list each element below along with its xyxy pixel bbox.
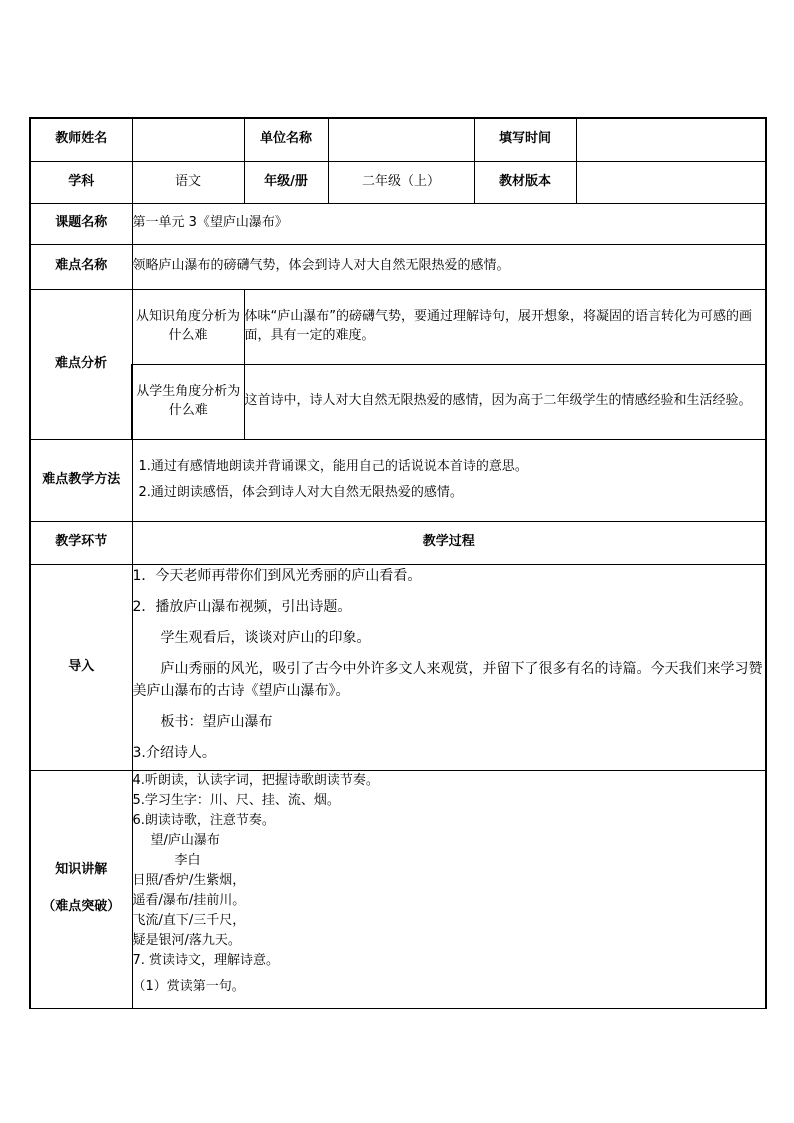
- subject-label: 学科: [30, 161, 132, 203]
- unit-name-value[interactable]: [328, 118, 474, 161]
- analysis-row-student: [30, 364, 766, 439]
- header-row-2: [30, 161, 766, 203]
- edition-label: 教材版本: [474, 161, 576, 203]
- knowledge-label-line: 知识讲解: [55, 862, 108, 878]
- topic-label: 课题名称: [30, 203, 132, 244]
- knowledge-angle-text[interactable]: 体味“庐山瀑布”的磅礴气势，要通过理解诗句，展开想象，将凝固的语言转化为可感的画面，具有一定的难度。: [244, 289, 766, 364]
- intro-line: 板书：望庐山瀑布: [160, 713, 273, 730]
- subject-value[interactable]: 语文: [132, 161, 244, 203]
- intro-line: 1．今天老师再带你们到风光秀丽的庐山看看。: [132, 567, 422, 584]
- difficulty-label: 难点名称: [30, 244, 132, 289]
- method-row: [30, 439, 766, 521]
- poem-line: 遥看/瀑布/挂前川。: [132, 892, 246, 908]
- knowledge-label-line: （难点突破）: [42, 899, 121, 914]
- knowledge-line: 6.朗读诗歌，注意节奏。: [132, 812, 275, 828]
- poem-title: 望/庐山瀑布: [150, 832, 220, 848]
- knowledge-angle-label: 从知识角度分析为什么难: [132, 289, 244, 364]
- poem-line: 日照/香炉/生紫烟，: [132, 872, 246, 888]
- method-line: 1.通过有感情地朗读并背诵课文，能用自己的话说说本首诗的意思。: [138, 459, 528, 474]
- unit-name-label: 单位名称: [244, 118, 328, 161]
- knowledge-label: [30, 770, 132, 1008]
- difficulty-value[interactable]: 领略庐山瀑布的磅礴气势，体会到诗人对大自然无限热爱的感情。: [132, 244, 766, 289]
- method-label: 难点教学方法: [30, 439, 132, 521]
- process-header: 教学过程: [132, 521, 766, 564]
- header-row-1: [30, 118, 766, 161]
- knowledge-line: （1）赏读第一句。: [132, 978, 245, 994]
- poem-line: 疑是银河/落九天。: [132, 932, 241, 948]
- stage-header: 教学环节: [30, 521, 132, 564]
- intro-label: 导入: [30, 564, 132, 770]
- fill-time-label: 填写时间: [474, 118, 576, 161]
- teacher-name-value[interactable]: [132, 118, 244, 161]
- fill-time-value[interactable]: [576, 118, 766, 161]
- student-angle-label: 从学生角度分析为什么难: [132, 364, 244, 439]
- topic-row: [30, 203, 766, 244]
- analysis-label: 难点分析: [30, 289, 132, 439]
- knowledge-row: [30, 770, 766, 1008]
- knowledge-line: 5.学习生字：川、尺、挂、流、烟。: [132, 792, 340, 808]
- intro-line: 学生观看后，谈谈对庐山的印象。: [160, 629, 371, 646]
- student-angle-text[interactable]: 这首诗中，诗人对大自然无限热爱的感情，因为高于二年级学生的情感经验和生活经验。: [244, 364, 766, 439]
- knowledge-line: 4.听朗读，认读字词，把握诗歌朗读节奏。: [132, 772, 379, 788]
- grade-value[interactable]: 二年级（上）: [328, 161, 474, 203]
- knowledge-line: 7. 赏读诗文，理解诗意。: [132, 952, 280, 968]
- knowledge-content[interactable]: [132, 770, 766, 1008]
- analysis-row-knowledge: [30, 289, 766, 364]
- process-header-row: [30, 521, 766, 564]
- intro-content[interactable]: [132, 564, 766, 770]
- lesson-plan-table: [29, 117, 767, 1009]
- difficulty-row: [30, 244, 766, 289]
- edition-value[interactable]: [576, 161, 766, 203]
- grade-label: 年级/册: [244, 161, 328, 203]
- method-content[interactable]: [132, 439, 766, 521]
- poem-author: 李白: [174, 852, 201, 868]
- intro-row: [30, 564, 766, 770]
- intro-line: 庐山秀丽的风光，吸引了古今中外许多文人来观赏，并留下了很多有名的诗篇。今天我们来学习赞美庐山瀑布的古诗《望庐山瀑布》。: [132, 660, 763, 699]
- intro-line: 2．播放庐山瀑布视频，引出诗题。: [132, 598, 352, 615]
- intro-line: 3.介绍诗人。: [132, 744, 216, 761]
- teacher-name-label: 教师姓名: [30, 118, 132, 161]
- method-line: 2.通过朗读感悟，体会到诗人对大自然无限热爱的感情。: [138, 485, 463, 500]
- poem-line: 飞流/直下/三千尺，: [132, 912, 246, 928]
- topic-value[interactable]: 第一单元 3《望庐山瀑布》: [132, 203, 766, 244]
